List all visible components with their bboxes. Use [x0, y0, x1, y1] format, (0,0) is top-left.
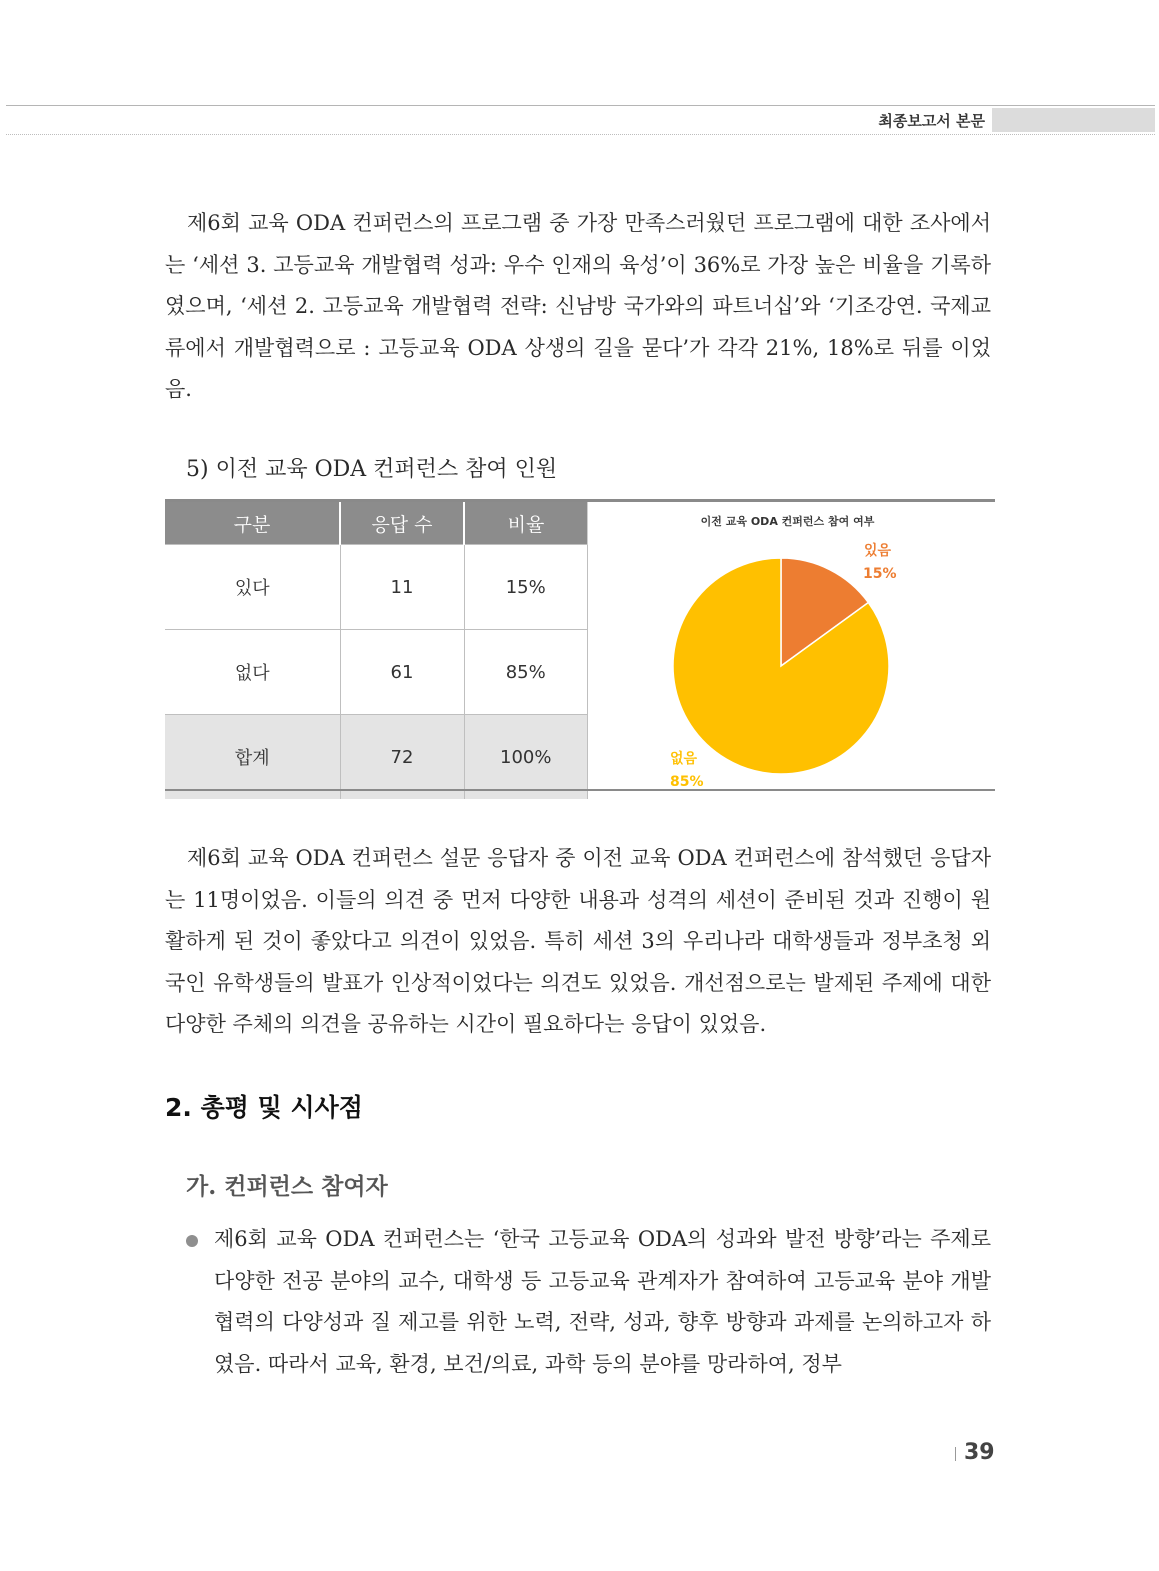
- section-title: 2. 총평 및 시사점: [165, 1093, 363, 1122]
- table-header-row: [165, 502, 588, 545]
- header-rule: [6, 105, 1155, 106]
- table-total-row: [165, 715, 588, 800]
- table-cell: 85%: [464, 630, 588, 715]
- participation-pie-chart: [580, 503, 995, 789]
- table-cell: 61: [340, 630, 464, 715]
- pie-label-no-name: 없음: [670, 751, 698, 767]
- table-header-cell: 구분: [165, 502, 340, 545]
- header-label: 최종보고서 본문: [878, 112, 985, 130]
- page-number-value: 39: [964, 1440, 995, 1465]
- table-row: [165, 630, 588, 715]
- table-header-cell: 응답 수: [340, 502, 464, 545]
- table-cell: 11: [340, 545, 464, 630]
- pie-label-yes-percent: 15%: [863, 566, 897, 582]
- chart-title: 이전 교육 ODA 컨퍼런스 참여 여부: [700, 515, 875, 528]
- bullet-text: 제6회 교육 ODA 컨퍼런스는 ‘한국 고등교육 ODA의 성과와 발전 방향’라는 주제로 다양한 전공 분야의 교수, 대학생 등 고등교육 관계자가 참여하여 고등교육 분야 개발협력의 다양성과 질 제고를 위한 노력, 전략, 성과, 향후 방향과 과제를 논의하고자 하였음. 따라서 교육, 환경, 보건/의료, 과학 등의 분야를 망라하여, 정부: [214, 1227, 991, 1376]
- table-header-cell: 비율: [464, 502, 588, 545]
- table-bottom-rule: [165, 789, 995, 791]
- table-cell: 72: [340, 715, 464, 800]
- table-cell: 15%: [464, 545, 588, 630]
- table-cell: 없다: [165, 630, 340, 715]
- paragraph-previous-attendees: [165, 838, 991, 1046]
- paragraph-text: 제6회 교육 ODA 컨퍼런스 설문 응답자 중 이전 교육 ODA 컨퍼런스에 참석했던 응답자는 11명이었음. 이들의 의견 중 먼저 다양한 내용과 성격의 세션이 준비된 것과 진행이 원활하게 된 것이 좋았다고 의견이 있었음. 특히 세션 3의 우리나라 대학생들과 정부초청 외국인 유학생들의 발표가 인상적이었다는 의견도 있었음. 개선점으로는 발제된 주제에 대한 다양한 주체의 의견을 공유하는 시간이 필요하다는 응답이 있었음.: [165, 846, 991, 1036]
- participation-table: [165, 502, 588, 799]
- pie-label-yes-name: 있음: [864, 543, 892, 559]
- header-bar: [992, 108, 1155, 132]
- table-row: [165, 545, 588, 630]
- paragraph-text: 제6회 교육 ODA 컨퍼런스의 프로그램 중 가장 만족스러웠던 프로그램에 대한 조사에서는 ‘세션 3. 고등교육 개발협력 성과: 우수 인재의 육성’이 36%로 가장 높은 비율을 기록하였으며, ‘세션 2. 고등교육 개발협력 전략: 신남방 국가와의 파트너십’와 ‘기조강연. 국제교류에서 개발협력으로 : 고등교육 ODA 상생의 길을 묻다’가 각각 21%, 18%로 뒤를 이었음.: [165, 211, 991, 401]
- sub-section-title: 가. 컨퍼런스 참여자: [186, 1173, 388, 1200]
- pie-chart-svg: [580, 503, 995, 789]
- page-number: [955, 1440, 995, 1465]
- table-cell: 있다: [165, 545, 340, 630]
- bullet-dot-icon: [186, 1235, 198, 1247]
- table-cell: 합계: [165, 715, 340, 800]
- subheading-previous-participation: 5) 이전 교육 ODA 컨퍼런스 참여 인원: [186, 457, 558, 482]
- table-cell: 100%: [464, 715, 588, 800]
- page-number-divider: [955, 1447, 956, 1461]
- header-dotted-rule: [6, 134, 1155, 135]
- pie-label-no-percent: 85%: [670, 774, 704, 790]
- paragraph-program-satisfaction: [165, 203, 991, 411]
